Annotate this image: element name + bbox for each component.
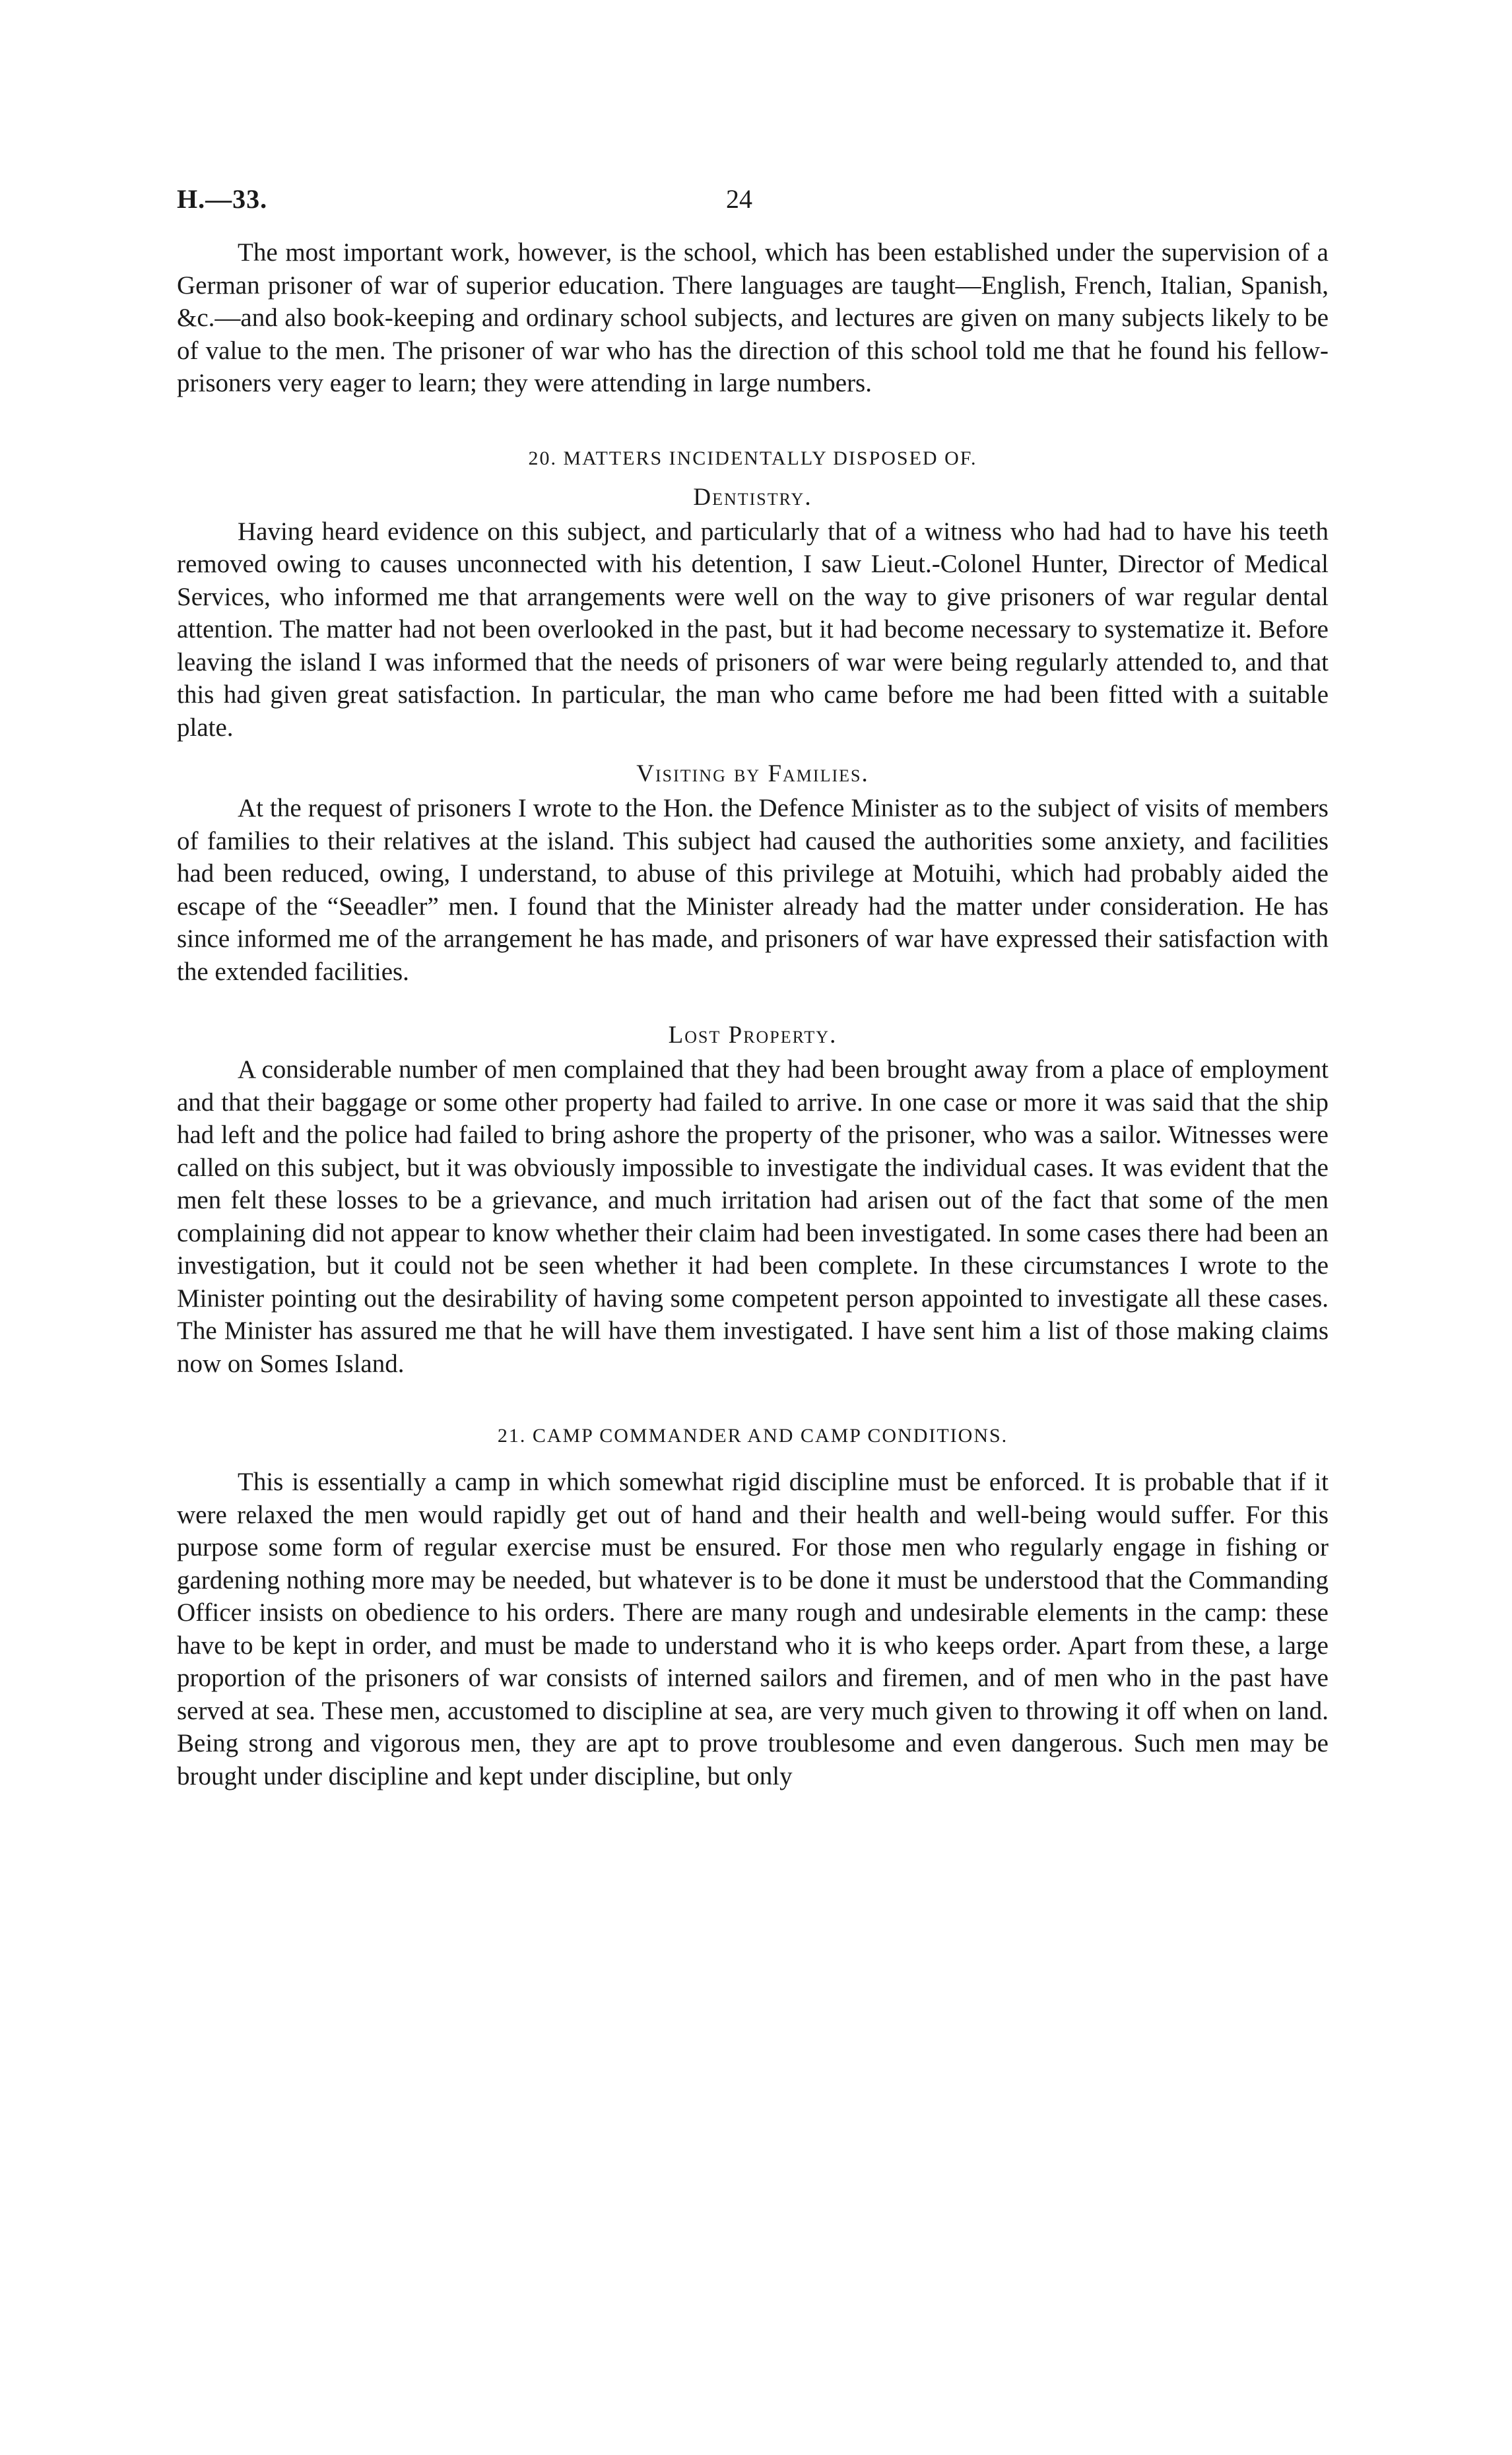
section-heading-20: 20. MATTERS INCIDENTALLY DISPOSED OF.	[528, 447, 977, 469]
section-heading-21: 21. CAMP COMMANDER AND CAMP CONDITIONS.	[497, 1425, 1008, 1447]
document-reference: H.—33.	[177, 184, 268, 214]
paragraph-visiting: At the request of prisoners I wrote to the Hon. the Defence Minister as to the subject of visits of members of families to their relatives at the island. This subject had caused the authorities some anxiety, and facilities had been reduced, owing, I understand, to abuse of this privilege at Motuihi, which had probably aided the escape of the “Seeadler” men. I found that the Minister already had the matter under consideration. He has since informed me of the arrangement he has made, and prisoners of war have expressed their satisfaction with the extended facilities.	[177, 794, 1329, 986]
subheading-dentistry: Dentistry.	[693, 483, 812, 511]
paragraph-dentistry: Having heard evidence on this subject, and particularly that of a witness who had had to have his teeth removed owing to causes unconnected with his detention, I saw Lieut.-Colonel Hunter, Director of Medical Services, who informed me that arrangements were well on the way to give prisoners of war regular dental attention. The matter had not been overlooked in the past, but it had become necessary to systematize it. Before leaving the island I was informed that the needs of prisoners of war were being regularly attended to, and that this had given great satisfaction. In particular, the man who came before me had been fitted with a suitable plate.	[177, 517, 1329, 742]
subheading-lost-property: Lost Property.	[668, 1022, 838, 1049]
paragraph-school: The most important work, however, is the school, which has been established under the supervision of a German prisoner of war of superior education. There languages are taught—English, French, Italian, Spanish, &c.—and also book-keeping and ordinary school subjects, and lectures are given on many subjects likely to be of value to the men. The prisoner of war who has the direction of this school told me that he found his fellow-prisoners very eager to learn; they were attending in large numbers.	[177, 238, 1329, 397]
page-header	[177, 183, 1329, 230]
paragraph-lost-property: A considerable number of men complained that they had been brought away from a place of employment and that their baggage or some other property had failed to arrive. In one case or more it was said that the ship had left and the police had failed to bring ashore the property of the prisoner, who was a sailor. Witnesses were called on this subject, but it was obviously impossible to investigate the individual cases. It was evident that the men felt these losses to be a grievance, and much irritation had arisen out of the fact that some of the men complaining did not appear to know whether their claim had been investigated. In some cases there had been an investigation, but it could not be seen whether it had been complete. In these circumstances I wrote to the Minister pointing out the desirability of having some competent person appointed to investigate all these cases. The Minister has assured me that he will have them investigated. I have sent him a list of those making claims now on Somes Island.	[177, 1055, 1329, 1378]
page-number: 24	[726, 184, 752, 214]
subheading-visiting: Visiting by Families.	[636, 760, 869, 787]
document-page	[177, 183, 1329, 1792]
paragraph-camp: This is essentially a camp in which somewhat rigid discipline must be enforced. It is probable that if it were relaxed the men would rapidly get out of hand and their health and well-being would suffer. For this purpose some form of regular exercise must be ensured. For those men who regularly engage in fishing or gardening nothing more may be needed, but whatever is to be done it must be understood that the Commanding Officer insists on obedience to his orders. There are many rough and undesirable elements in the camp: these have to be kept in order, and must be made to understand who it is who keeps order. Apart from these, a large proportion of the prisoners of war consists of interned sailors and firemen, and of men who in the past have served at sea. These men, accustomed to discipline at sea, are very much given to throwing it off when on land. Being strong and vigorous men, they are apt to prove troublesome and even dangerous. Such men may be brought under discipline and kept under discipline, but only	[177, 1468, 1329, 1790]
